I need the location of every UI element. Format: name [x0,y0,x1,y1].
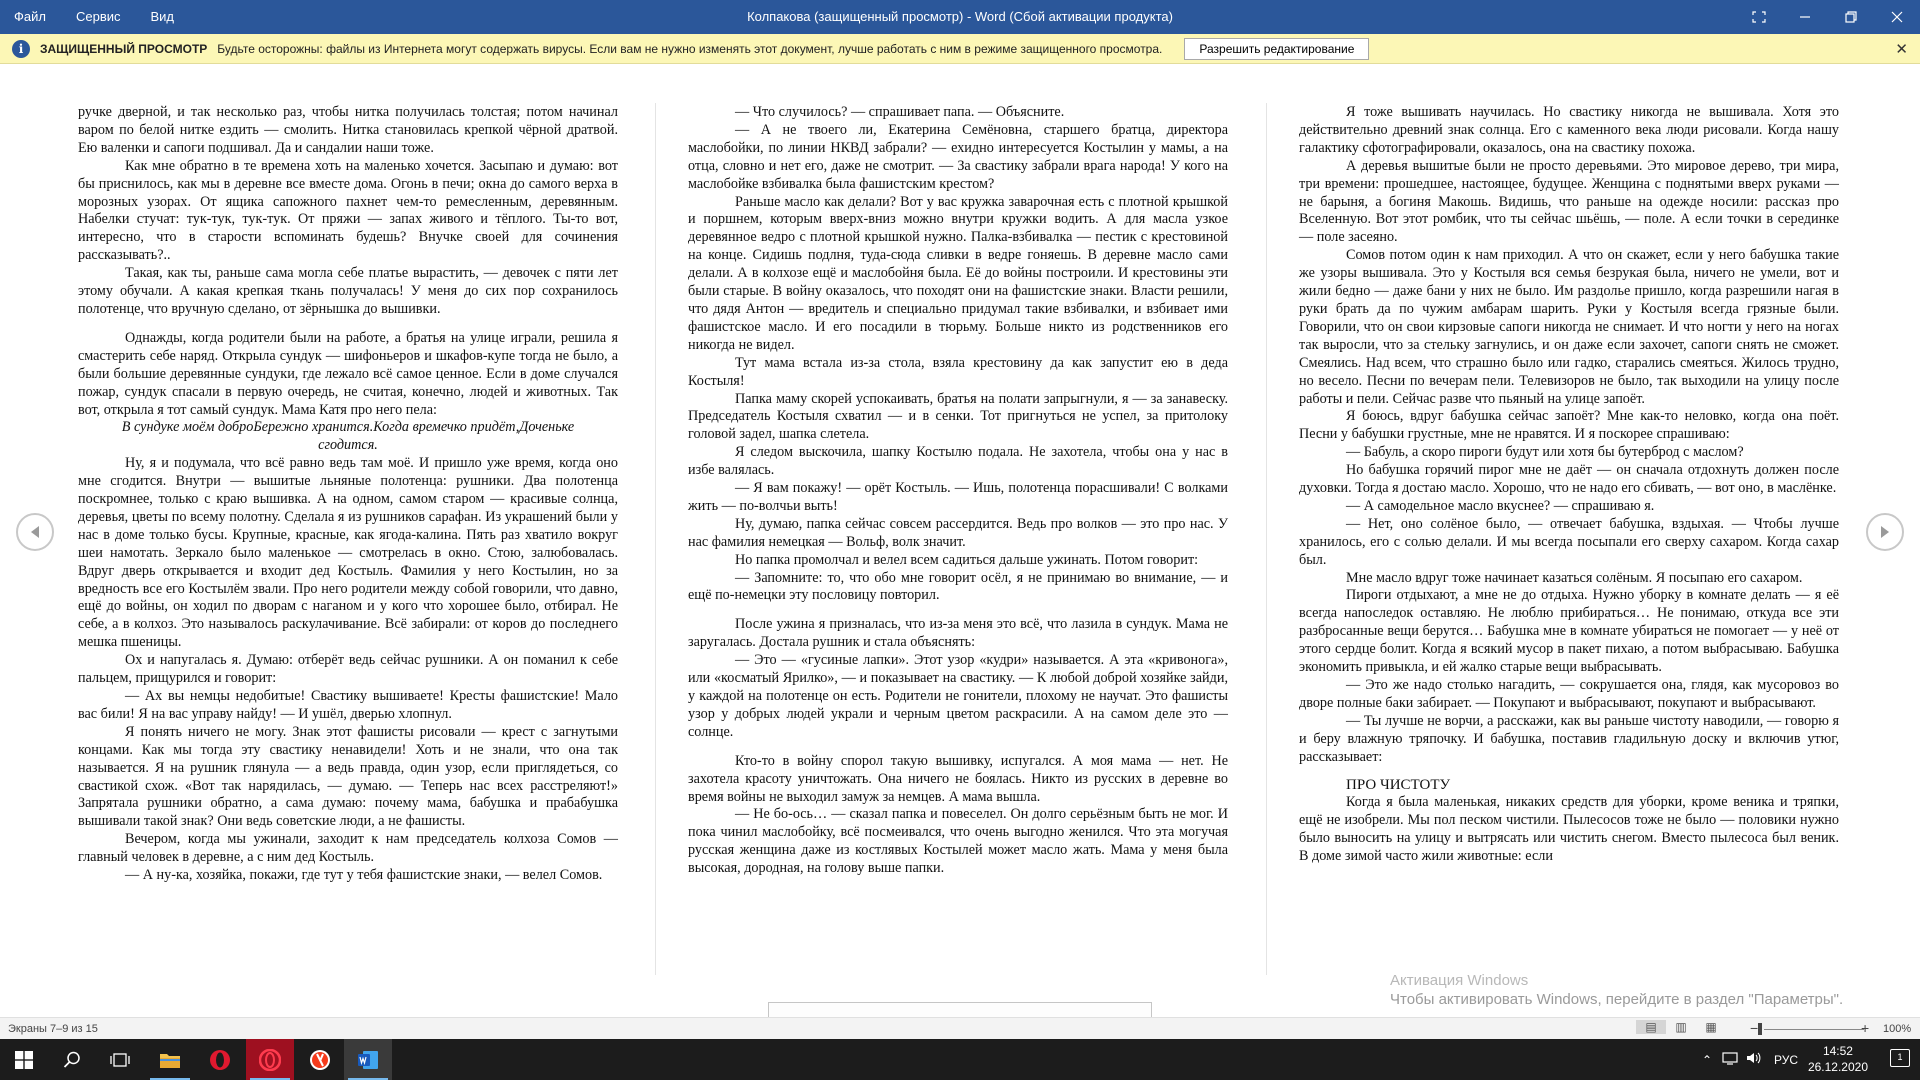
protected-view-message: Будьте осторожны: файлы из Интернета могут содержать вирусы. Если вам не нужно изменять этот документ, лучше работать с ним в режиме защищенного просмотра. [217,41,1163,56]
paragraph: Но бабушка горячий пирог мне не даёт — он сначала отдохнуть должен после духовки. Тогда я достаю масло. Хорошо, что не надо его сбивать, — вот оно, в маслёнке. [1299,462,1839,497]
paragraph: — Это — «гусиные лапки». Этот узор «кудри» называется. А эта «кривонога», или «косматый Ярилко», — и показывает на свастику. — К любой доброй хозяйке зайди, у каждой на полотенце он есть. Родители не гонители, плохому не научат. Это фашисты узор у добрых людей украли и черным цветом раскрасили. А на самом деле это — солнце. [688,652,1228,740]
paragraph: — Что случилось? — спрашивает папа. — Объясните. [735,104,1065,120]
info-icon: i [12,40,30,58]
paragraph: — А ну-ка, хозяйка, покажи, где тут у тебя фашистские знаки, — велел Сомов. [125,867,603,884]
taskbar [0,1039,1920,1080]
search-icon [63,1051,81,1069]
paragraph: Как мне обратно в те времена хоть на маленько хочется. Засыпаю и думаю: вот бы приснилось, как мы в деревне все вместе дома. Огонь в печи; окна до самого верха в морозных узорах. От ящика сапожного пахнет чем-то ремесленным, деревянным. Набелки стучат: тук-тук, тук-тук. От пряжи — запах живого и тёплого. Ты-то вот, интересно, что в старости вспоминать будешь? Внучке своей для сочинения рассказывать?.. [78,157,618,264]
taskbar-word[interactable] [344,1039,392,1080]
paragraph: — Не бо-ось… — сказал папка и повеселел. Он долго серьёзным быть не мог. И пока чинил маслобойку, всё посмеивался, что очень выгодно женился. Что эта могучая русская женщина даже из костлявых Костылей может масло жать. Мама у меня была высокая, дородная, на голову выше папки. [688,806,1228,877]
opera-icon [259,1049,281,1071]
document-area [0,65,1920,1017]
windows-icon [15,1051,33,1069]
paragraph: Однажды, когда родители были на работе, а братья на улице играли, решила я смастерить себе наряд. Открыла сундук — шифоньеров и шкафов-купе тогда не было, а были большие деревянные сундуки, где лежало всё самое ценное. Если в доме случался пожар, сундук спасали в первую очередь, не считая, конечно, людей и животных. Так вот, открыла я тот самый сундук. Мама Катя про него пела: [78,329,618,418]
volume-icon[interactable] [1742,1051,1766,1068]
page-divider [655,103,656,975]
zoom-in-button[interactable]: + [1861,1020,1870,1036]
paragraph: Кто-то в войну спорол такую вышивку, испугался. А моя мама — нет. Не захотела красоту уничтожать. Она ничего не боялась. Никто из русских в деревне во время войны не выходил замуж за немцев. А мама вышла. [688,752,1228,805]
read-mode-icon[interactable]: ▤ [1636,1020,1666,1034]
paragraph: После ужина я призналась, что из-за меня это всё, что лазила в сундук. Мама не заругалась. Достала рушник и стала объяснять: [688,616,1228,651]
yandex-browser-icon [309,1049,331,1071]
clock-time: 14:52 [1822,1044,1853,1058]
taskbar-opera-browser[interactable] [246,1039,294,1080]
watermark-title: Активация Windows [1390,972,1529,989]
paragraph: — Запомните: то, что обо мне говорит осёл, я не принимаю во внимание, — и ещё по-немецки эту пословицу повторил. [688,569,1228,604]
restore-button[interactable] [1828,0,1874,34]
paragraph: Я следом выскочила, шапку Костылю подала. Не захотела, чтобы она у нас в избе валялась. [688,444,1228,479]
paragraph: Ох и напугалась я. Думаю: отберёт ведь сейчас рушники. А он поманил к себе пальцем, прищурился и говорит: [78,652,618,687]
enable-editing-button[interactable]: Разрешить редактирование [1184,38,1369,60]
horizontal-scrollbar[interactable] [768,1002,1152,1018]
paragraph: ручке дверной, и так несколько раз, чтобы нитка получилась толстая; потом начинал варом по белой нитке ездить — смолить. Нитка становилась крепкой чёрной дратвой. Ею валенки и сапоги подшивал. Да и сандалии наши тоже. [78,104,618,156]
zoom-slider[interactable] [1764,1029,1864,1030]
protected-view-label: ЗАЩИЩЕННЫЙ ПРОСМОТР [40,41,208,56]
page-divider [1266,103,1267,975]
paragraph: Я тоже вышивать научилась. Но свастику никогда не вышивала. Хотя это действительно древний знак солнца. Его с каменного века люди рисовали. Когда нашу галактику сфотографировали, оказалось, она на свастику похожа. [1299,104,1839,156]
menu-tools[interactable]: Сервис [75,9,121,24]
protected-view-bar [0,34,1920,64]
zoom-level[interactable]: 100% [1883,1023,1912,1035]
paragraph: — Нет, оно солёное было, — отвечает бабушка, вздыхая. — Чтобы лучше хранилось, его с солью делали. И мы всегда посыпали его сверху сахаром. Когда сахар был. [1299,515,1839,568]
menu-view[interactable]: Вид [150,9,175,24]
paragraph: — Бабуль, а скоро пироги будут или хотя бы бутерброд с маслом? [1346,444,1744,461]
close-icon[interactable]: ✕ [1895,40,1908,58]
view-switcher [1636,1020,1726,1034]
previous-page-button[interactable] [16,513,54,551]
notification-center-icon[interactable] [1890,1049,1910,1067]
zoom-out-button[interactable]: − [1750,1020,1759,1036]
paragraph: — А не твоего ли, Екатерина Семёновна, старшего братца, директора маслобойки, по линии НКВД забрали? — ехидно интересуется Костылин у мамы, а на отца, словно и нет его, даже не смотрит. — За свастику забрали врага народа! У кого на маслобойке взбивалка была фашистским крестом? [688,121,1228,192]
system-tray [1696,1039,1798,1080]
menu-file[interactable]: Файл [14,9,46,24]
paragraph: Папка маму скорей успокаивать, братья на полати запрыгнули, я — за занавеску. Председатель Костыля схватил — и в сенки. Тот пригнуться не успел, за притолоку головой задел, шапка слетела. [688,390,1228,443]
paragraph: Ну, я и подумала, что всё равно ведь там моё. И пришло уже время, когда оно мне сгодится. Внутри — вышитые льняные полотенца: рушники. Два полотенца поскромнее, только с краю вышивка. А на одном, самом старом — красивые солнца, деревья, цветы по всему полотну. Сделала я из рушников сарафан. Из украшений были у нас в доме только бусы. Крупные, красные, как ягода-калина. Пять раз хватило вокруг шеи намотать. Зеркало было маленькое — смотрелась в окно. Стою, залюбовалась. Вдруг дверь открывается и входит дед Костыль. Фамилия у него Костылин, но за вредность все его Костылём звали. Про него родители между собой говорили, что давно, ещё до войны, он ходил по дворам с наганом и у кого что хорошее было, отбирал. Не себе, а в колхоз. Это называлось раскулачивание. Всё забирали: от коров до последнего мешка пшеницы. [78,455,618,651]
clock[interactable] [1808,1043,1868,1075]
document-column-1 [78,104,618,885]
paragraph: Сомов потом один к нам приходил. А что он скажет, если у него бабушка такие же узоры вышивала. Это у Костыля вся семья безрукая была, ничего не умели, вот и жили бедно — даже бани у них не было. Им раздолье пришло, когда разрешили нагая в руки брать да по чужим амбарам шарить. Руки у Костыля всегда грязные были. Говорили, что он свои кирзовые сапоги никогда не снимает. И что ногти у него на ногах так выросли, что за стельку загнулись, и он даже если захочет, сапоги снять не сможет. Смеялись. Над всем, что страшно было или гадко, старались смеяться. Жилось трудно, но весело. Песни по вечерам пели. Телевизоров не было, так выходили на улицу после работы и пели. Сейчас разве что пьяный на улице запоёт. [1299,247,1839,407]
paragraph: Такая, как ты, раньше сама могла себе платье вырастить, — девочек с пяти лет этому обучали. А какая крепкая ткань получалась! У меня до сих пор сохранилось полотенце, что вручную сделано, от зёрнышка до вышивки. [78,265,618,317]
clock-date: 26.12.2020 [1807,1060,1868,1074]
paragraph: Мне масло вдруг тоже начинает казаться солёным. Я посыпаю его сахаром. [1346,569,1803,586]
word-icon [357,1049,379,1071]
paragraph: Раньше масло как делали? Вот у вас кружка заварочная есть с плотной крышкой и поршнем, которым вверх-вниз можно внутри кружки водить. А для масла узкое деревянное ведро с плотной крышкой нужно. Палка-взбивалка — пестик с крестовиной на конце. Сидишь подлня, туда-сюда сливки в ведре гоняешь. В деревне масло сами делали. А в колхозе ещё и маслобойня была. Её до войны построили. И крестовины эти были старые. В войну оказалось, что походят они на фашистские знаки. Власти решили, что дядя Антон — вредитель и специально придумал такие взбивалки, и взбивает ими фашистское масло. И его посадили в тюрьму. Больше никто из родственников его никогда не видел. [688,193,1228,353]
document-column-2 [688,104,1228,878]
section-heading: ПРО ЧИСТОТУ [1346,776,1451,793]
window-title: Колпакова (защищенный просмотр) - Word (Сбой активации продукта) [747,9,1173,24]
web-layout-icon[interactable]: ▦ [1705,1020,1717,1034]
window-controls [1736,0,1920,34]
paragraph: — Ты лучше не ворчи, а расскажи, как вы раньше чистоту наводили, — говорю я и беру влажную тряпочку. И бабушка, поставив гладильную доску и включив утюг, рассказывает: [1299,712,1839,765]
show-hidden-icons[interactable]: ⌃ [1701,1052,1713,1067]
paragraph: Тут мама встала из-за стола, взяла крестовину да как запустит ею в деда Костыля! [688,354,1228,389]
network-icon[interactable] [1718,1051,1742,1068]
document-column-3 [1299,104,1839,866]
fullscreen-icon[interactable] [1736,0,1782,34]
paragraph: — Ах вы немцы недобитые! Свастику вышиваете! Кресты фашистские! Мало вас били! Я на вас управу найду! — И ушёл, дверью хлопнул. [78,688,618,722]
print-layout-icon[interactable]: ▥ [1675,1020,1687,1034]
folder-icon [159,1051,181,1069]
title-bar [0,0,1920,34]
task-view-button[interactable] [96,1039,144,1080]
watermark-message: Чтобы активировать Windows, перейдите в раздел "Параметры". [1390,991,1844,1008]
paragraph: — А самодельное масло вкуснее? — спрашиваю я. [1346,497,1655,514]
notification-count: 1 [1897,1052,1903,1062]
opera-icon [209,1049,231,1071]
close-button[interactable] [1874,0,1920,34]
start-button[interactable] [0,1039,48,1080]
zoom-slider-thumb[interactable] [1758,1023,1762,1035]
minimize-button[interactable] [1782,0,1828,34]
paragraph: Я понять ничего не могу. Знак этот фашисты рисовали — крест с загнутыми концами. Как мы тогда эту свастику ненавидели! Хоть и не знали, что она так называется. Я на рушник глянула — а ведь правда, один узор, если приглядеться, со свастикой схож. «Вот так нарядилась, — думаю. — Теперь нас всех расстреляют!» Запрятала рушники обратно, а сама думаю: почему мама, бабушка и прабабушка вышивали такой знак? Они ведь советские люди, а не фашисты. [78,723,618,830]
paragraph: Когда я была маленькая, никаких средств для уборки, кроме веника и тряпки, ещё не изобрели. Мы пол песком чистили. Пылесосов тоже не было — половики нужно было выносить на улицу и вытрясать или чистить снегом. Вместо пылесоса был веник. В доме зимой часто жили животные: если [1299,794,1839,865]
arrow-right-icon [1879,525,1891,539]
paragraph: Пироги отдыхают, а мне не до отдыха. Нужно уборку в комнате делать — я её всегда напоследок оставляю. Не люблю прибираться… Не понимаю, откуда все эти разбросанные вещи берутся… Бабушка мне в комнате убираться не помогает — у неё от этого сердце болит. Когда я всякий мусор в пакет пихаю, а потом выбрасываю. Бабушка экономить привыкла, и ей жалко старые вещи выбрасывать. [1299,587,1839,676]
next-page-button[interactable] [1866,513,1904,551]
poem: В сундуке моём доброБережно хранится.Когда времечко придёт,Доченьке сгодится. [121,419,575,454]
paragraph: Но папка промолчал и велел всем садиться дальше ужинать. Потом говорит: [735,551,1199,568]
paragraph: — Я вам покажу! — орёт Костыль. — Ишь, полотенца порасшивали! С волками жить — по-волчьи выть! [688,480,1228,514]
paragraph: Вечером, когда мы ужинали, заходит к нам председатель колхоза Сомов — главный человек в деревне, а с ним дед Костыль. [78,831,618,866]
paragraph: Ну, думаю, папка сейчас совсем рассердится. Ведь про волков — это про нас. У нас фамилия немецкая — Вольф, волк значит. [688,515,1228,550]
paragraph: — Это же надо столько нагадить, — сокрушается она, глядя, как мусоровоз во дворе полные баки забирает. — Покупают и выбрасывают, покупают и выбрасывают. [1299,677,1839,711]
search-button[interactable] [48,1039,96,1080]
language-indicator[interactable]: РУС [1774,1052,1799,1067]
task-view-icon [110,1052,130,1068]
taskbar-yandex[interactable] [296,1039,344,1080]
arrow-left-icon [29,525,41,539]
menu-bar [0,0,189,34]
paragraph: А деревья вышитые были не просто деревьями. Это мировое дерево, три мира, три времени: прошедшее, настоящее, будущее. Женщина с поднятыми вверх руками — не барыня, а богиня Макошь. Видишь, что раньше на одежде носили: рассказ про Вселенную. Вот этот ромбик, что ты сейчас шьёшь, — поле. А если точки в серединке — поле засеяно. [1299,157,1839,246]
status-bar [0,1017,1920,1039]
taskbar-file-explorer[interactable] [146,1039,194,1080]
page-count: Экраны 7–9 из 15 [8,1023,98,1035]
paragraph: Я боюсь, вдруг бабушка сейчас запоёт? Мне как-то неловко, когда она поёт. Песни у бабушки грустные, мне не нравятся. И я поскорее спрашиваю: [1299,408,1839,443]
taskbar-opera[interactable] [196,1039,244,1080]
